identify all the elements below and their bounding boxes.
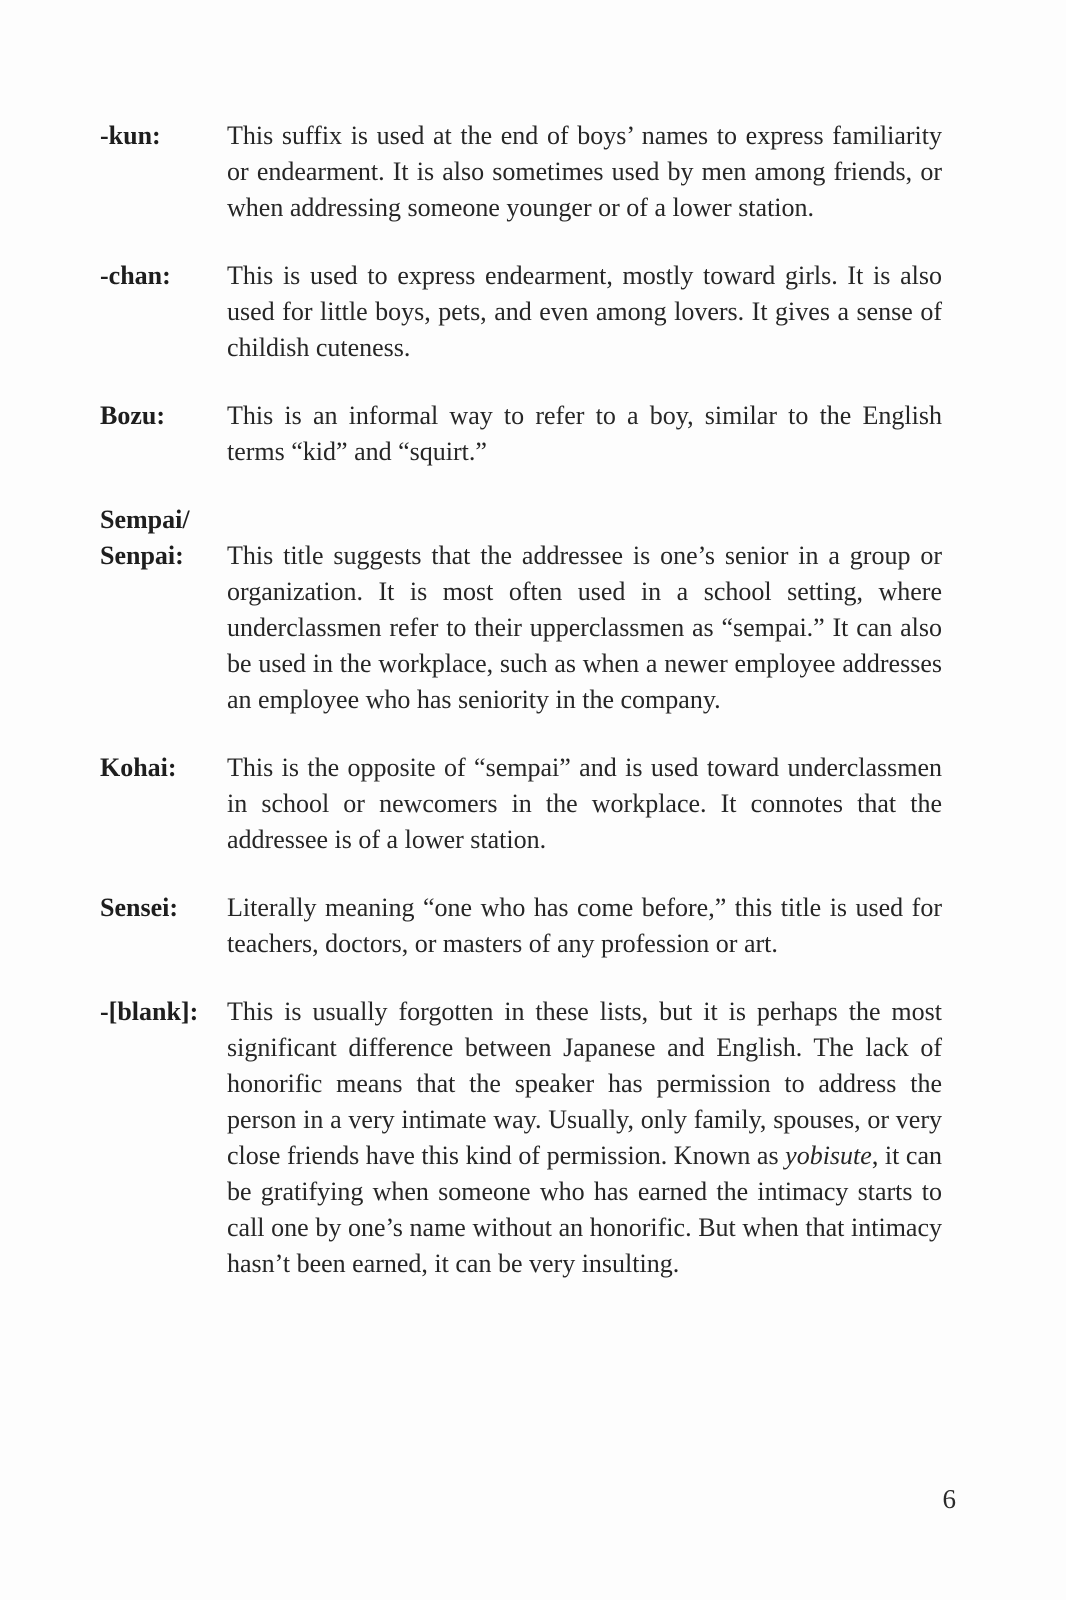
term-line-2: Senpai: bbox=[100, 541, 184, 570]
honorific-entry-bozu bbox=[100, 398, 942, 470]
honorific-term: -chan: bbox=[100, 261, 171, 290]
honorific-definition: Literally meaning “one who has come before,” this title is used for teachers, doctors, or masters of any profession or art. bbox=[227, 893, 942, 958]
definition-text-after-italic: , it can be gratifying when someone who has earned the intimacy starts to call one by one’s name without an honorific. But when that intimacy hasn’t been earned, it can be very insulting. bbox=[227, 1141, 942, 1278]
honorific-term: Sensei: bbox=[100, 893, 178, 922]
page-number: 6 bbox=[942, 1484, 956, 1514]
honorific-definition: This title suggests that the addressee is one’s senior in a group or organization. It is most often used in a school setting, where underclassmen refer to their upperclassmen as “sempai.” It can also be used in the workplace, such as when a newer employee addresses an employee who has seniority in the company. bbox=[227, 541, 942, 714]
honorific-definition bbox=[227, 994, 942, 1282]
term-line-1: Sempai/ bbox=[100, 505, 190, 534]
honorific-term: Kohai: bbox=[100, 753, 177, 782]
honorific-definition: This is an informal way to refer to a boy, similar to the English terms “kid” and “squirt.” bbox=[227, 401, 942, 466]
honorific-term: Bozu: bbox=[100, 401, 165, 430]
honorific-term bbox=[100, 502, 227, 574]
honorific-term: -kun: bbox=[100, 121, 161, 150]
honorific-entry-blank bbox=[100, 994, 942, 1282]
honorific-entry-kun bbox=[100, 118, 942, 226]
honorific-term: -[blank]: bbox=[100, 997, 199, 1026]
honorific-entry-chan bbox=[100, 258, 942, 366]
honorific-entry-sensei bbox=[100, 890, 942, 962]
honorific-entry-kohai bbox=[100, 750, 942, 858]
honorific-definition: This is the opposite of “sempai” and is used toward underclassmen in school or newcomers in the workplace. It connotes that the addressee is of a lower station. bbox=[227, 753, 942, 854]
italic-term-yobisute: yobisute bbox=[785, 1141, 872, 1170]
honorific-entry-sempai bbox=[100, 502, 942, 718]
definition-text-before-italic: This is usually forgotten in these lists, but it is perhaps the most significant difference between Japanese and English. The lack of honorific means that the speaker has permission to address the person in a very intimate way. Usually, only family, spouses, or very close friends have this kind of permission. Known as bbox=[227, 997, 942, 1170]
honorifics-glossary bbox=[100, 118, 942, 1314]
honorific-definition: This suffix is used at the end of boys’ names to express familiarity or endearment. It is also sometimes used by men among friends, or when addressing someone younger or of a lower station. bbox=[227, 121, 942, 222]
honorific-definition: This is used to express endearment, mostly toward girls. It is also used for little boys, pets, and even among lovers. It gives a sense of childish cuteness. bbox=[227, 261, 942, 362]
